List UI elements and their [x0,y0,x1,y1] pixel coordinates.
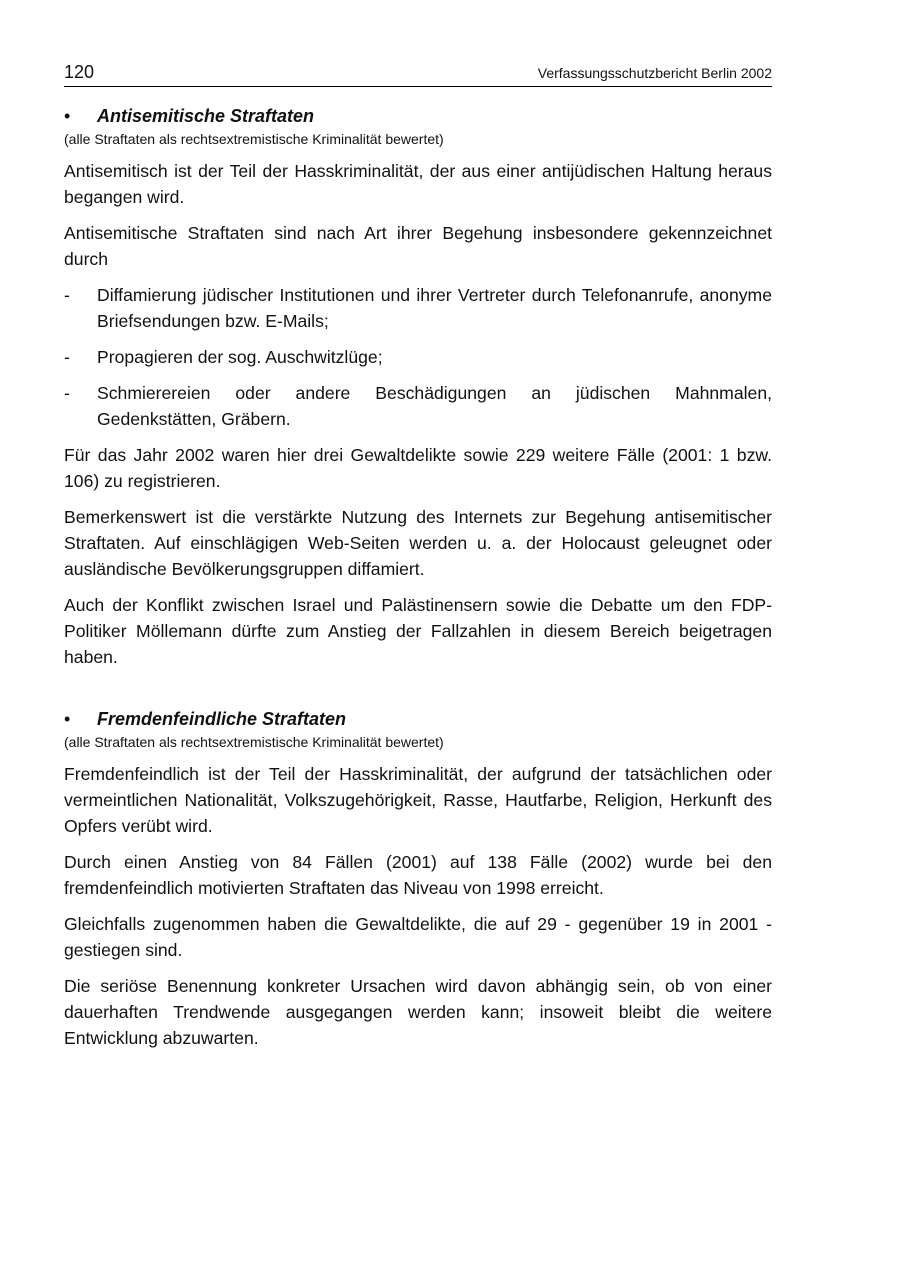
dash-marker: - [64,285,70,305]
page-content [64,106,772,1061]
paragraph: Die seriöse Benennung konkreter Ursachen wird davon abhängig sein, ob von einer dauerhaften Trendwende ausgegangen werden kann; insoweit bleibt die weitere Entwicklung abzuwarten. [64,976,772,1048]
bullet-icon: • [64,709,71,729]
running-title: Verfassungsschutzbericht Berlin 2002 [537,65,772,81]
paragraph: Antisemitische Straftaten sind nach Art ihrer Begehung insbesondere gekennzeichnet durch [64,223,772,269]
section-note: (alle Straftaten als rechtsextremistische Kriminalität bewertet) [64,131,444,147]
paragraph: Bemerkenswert ist die verstärkte Nutzung des Internets zur Begehung antisemitischer Straftaten. Auf einschlägigen Web-Seiten werden u. a. der Holocaust geleugnet oder ausländische Bevölkerungsgruppen diffamiert. [64,507,772,579]
list-item [64,344,772,370]
offense-list [64,282,772,432]
dash-marker: - [64,383,70,403]
paragraph: Auch der Konflikt zwischen Israel und Palästinensern sowie die Debatte um den FDP-Politiker Möllemann dürfte zum Anstieg der Fallzahlen in diesem Bereich beigetragen haben. [64,595,772,667]
paragraph: Für das Jahr 2002 waren hier drei Gewaltdelikte sowie 229 weitere Fälle (2001: 1 bzw. 106) zu registrieren. [64,445,772,491]
paragraph: Fremdenfeindlich ist der Teil der Hasskriminalität, der aufgrund der tatsächlichen oder vermeintlichen Nationalität, Volkszugehörigkeit, Rasse, Hautfarbe, Religion, Herkunft des Opfers verübt wird. [64,764,772,836]
list-item-text: Schmierereien oder andere Beschädigungen an jüdischen Mahnmalen, Gedenkstätten, Gräbern. [97,383,772,429]
section-title: Antisemitische Straftaten [97,106,315,126]
dash-marker: - [64,347,70,367]
page-number: 120 [64,62,95,82]
bullet-icon: • [64,106,71,126]
list-item-text: Diffamierung jüdischer Institutionen und ihrer Vertreter durch Telefonanrufe, anonyme Briefsendungen bzw. E-Mails; [97,285,772,331]
page-header [64,60,772,87]
list-item [64,282,772,334]
paragraph: Durch einen Anstieg von 84 Fällen (2001) auf 138 Fälle (2002) wurde bei den fremdenfeindlich motivierten Straftaten das Niveau von 1998 erreicht. [64,852,772,898]
list-item-text: Propagieren der sog. Auschwitzlüge; [97,347,383,367]
list-item [64,380,772,432]
section-title: Fremdenfeindliche Straftaten [97,709,347,729]
paragraph: Gleichfalls zugenommen haben die Gewaltdelikte, die auf 29 - gegenüber 19 in 2001 - gestiegen sind. [64,914,772,960]
section-spacer [64,680,772,709]
section-note: (alle Straftaten als rechtsextremistische Kriminalität bewertet) [64,734,444,750]
section-antisemitic-offenses [64,106,772,670]
paragraph: Antisemitisch ist der Teil der Hasskriminalität, der aus einer antijüdischen Haltung heraus begangen wird. [64,161,772,207]
section-heading [64,709,772,730]
section-heading [64,106,772,127]
section-xenophobic-offenses [64,709,772,1051]
